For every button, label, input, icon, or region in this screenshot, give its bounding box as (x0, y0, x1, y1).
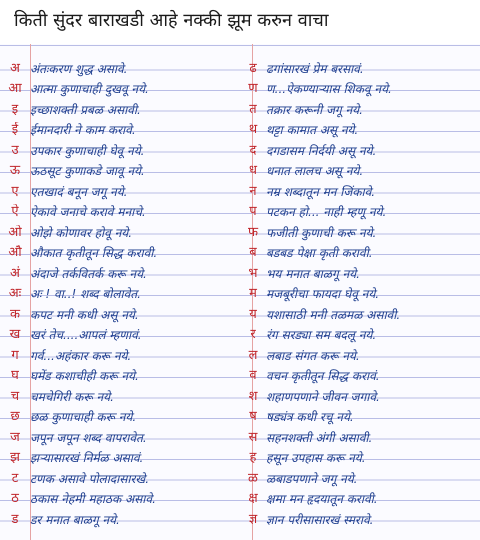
entry-text: यशासाठी मनी तळमळ असावी. (266, 307, 401, 322)
entry-text: हसून उपहास करू नये. (266, 451, 366, 465)
entry-letter: भ (248, 265, 258, 281)
left-entry (0, 307, 240, 325)
entry-letter: आ (8, 81, 22, 96)
right-entry (240, 389, 480, 407)
entry-letter: ह (249, 450, 257, 465)
right-entry (240, 368, 480, 386)
entry-letter: घ (11, 368, 19, 383)
entry-text: तक्रार करूनी जगू नये. (266, 102, 363, 117)
entry-text: ईमानदारी ने काम करावे. (30, 123, 136, 137)
entry-text: टणक असावे पोलादासारखे. (30, 471, 150, 486)
entry-text: फजीती कुणाची करू नये. (266, 225, 377, 240)
entry-letter: इ (11, 101, 19, 117)
entry-letter: ज्ञ (248, 511, 258, 527)
entry-letter: प (249, 204, 257, 219)
left-entry (0, 245, 240, 263)
entry-letter: ट (11, 470, 19, 486)
left-entry (0, 102, 240, 120)
entry-text: गर्व...अहंकार करू नये. (30, 348, 132, 363)
entry-text: झऱ्यासारखं निर्मळ असावं. (30, 451, 144, 465)
right-entry (240, 225, 480, 243)
right-entry (240, 286, 480, 304)
entry-letter: ढ (249, 60, 257, 76)
entry-text: चमचेगिरी करू नये. (30, 389, 114, 404)
list-row (0, 202, 480, 223)
list-row (0, 140, 480, 161)
entry-text: अः ! वा..! शब्द बोलावेत. (30, 287, 141, 301)
entry-letter: औ (8, 245, 22, 260)
entry-letter: त (249, 101, 257, 117)
entry-letter: ए (11, 183, 19, 199)
entry-letter: य (249, 306, 257, 322)
entry-text: ज्ञान परीसासारखं स्मरावे. (266, 512, 374, 527)
right-entry (240, 409, 480, 427)
entry-text: लबाड संगत करू नये. (266, 348, 360, 363)
left-entry (0, 471, 240, 489)
left-entry (0, 143, 240, 161)
right-entry (240, 450, 480, 468)
entry-text: बडबड पेक्षा कृती करावी. (266, 246, 373, 260)
entry-letter: व (249, 368, 257, 383)
entry-text: दगडासम निर्दयी असू नये. (266, 143, 377, 158)
entry-text: ण...ऐकण्याऱ्यास शिकवू नये. (266, 82, 392, 96)
left-entry (0, 491, 240, 509)
entry-letter: अ (10, 60, 20, 76)
entry-letter: क्ष (248, 491, 258, 506)
entry-text: एतखादं बनून जगू नये. (30, 184, 128, 199)
entry-text: सहनशक्ती अंगी असावी. (266, 430, 373, 445)
entry-letter: ळ (248, 470, 258, 486)
entry-text: ओझे कोणावर होवू नये. (30, 225, 133, 240)
entry-text: भय मनात बाळगू नये. (266, 266, 360, 281)
entry-text: मजबूरीचा फायदा घेवू नये. (266, 287, 380, 301)
entry-text: ऐकावे जनाचे करावे मनाचे. (30, 205, 146, 219)
entry-text: शहाणपणाने जीवन जगावे. (266, 389, 380, 404)
entry-text: कपट मनी कधी असू नये. (30, 307, 139, 322)
entry-letter: स (248, 429, 258, 445)
entry-letter: ई (11, 122, 19, 137)
right-entry (240, 81, 480, 99)
post-header (0, 0, 480, 40)
entry-letter: ख (9, 327, 21, 342)
list-row (0, 161, 480, 182)
entry-text: ळबाडपणाने जगू नये. (266, 471, 358, 486)
barakhadi-list (0, 58, 480, 530)
left-entry (0, 81, 240, 99)
list-row (0, 120, 480, 141)
entry-letter: ण (248, 81, 258, 96)
right-entry (240, 512, 480, 530)
right-entry (240, 471, 480, 489)
entry-letter: ठ (11, 491, 19, 506)
list-row (0, 79, 480, 100)
entry-text: षड्यंत्र कधी रचू नये. (266, 410, 354, 424)
list-row (0, 468, 480, 489)
entry-letter: च (10, 388, 20, 404)
left-entry (0, 184, 240, 202)
entry-letter: न (249, 183, 257, 199)
entry-letter: ध (249, 163, 257, 178)
right-entry (240, 102, 480, 120)
entry-letter: ऊ (9, 163, 21, 178)
entry-text: अंतःकरण शुद्ध असावे. (30, 61, 128, 76)
entry-letter: ड (11, 511, 19, 527)
list-row (0, 99, 480, 120)
list-row (0, 366, 480, 387)
entry-letter: अं (10, 265, 20, 281)
left-entry (0, 327, 240, 345)
list-row (0, 489, 480, 510)
left-entry (0, 163, 240, 181)
list-row (0, 407, 480, 428)
right-entry (240, 143, 480, 161)
entry-letter: उ (11, 142, 19, 158)
left-entry (0, 409, 240, 427)
left-entry (0, 286, 240, 304)
list-row (0, 304, 480, 325)
entry-letter: ब (249, 245, 257, 260)
entry-text: अंदाजे तर्कवितर्क करू नये. (30, 266, 147, 281)
entry-letter: ज (10, 429, 20, 445)
entry-letter: द (249, 142, 257, 158)
post-title: किती सुंदर बाराखडी आहे नक्की झूम करुन वाचा (14, 10, 329, 31)
entry-text: धनात लालच असू नये. (266, 164, 364, 178)
notebook-page (0, 44, 480, 540)
entry-letter: म (249, 286, 257, 301)
entry-letter: फ (247, 224, 259, 240)
left-entry (0, 430, 240, 448)
entry-text: नम्र शब्दातून मन जिंकावे. (266, 184, 376, 199)
list-row (0, 58, 480, 79)
left-entry (0, 450, 240, 468)
list-row (0, 325, 480, 346)
list-row (0, 263, 480, 284)
entry-letter: ष (249, 409, 257, 424)
entry-text: जपून जपून शब्द वापरावेत. (30, 430, 147, 445)
entry-letter: र (250, 327, 256, 342)
entry-text: पटकन हो... नाही म्हणू नये. (266, 205, 387, 219)
entry-text: वचन कृतीतून सिद्ध करावं. (266, 369, 380, 383)
entry-letter: ल (248, 347, 258, 363)
entry-text: ऊठसूट कुणाकडे जावू नये. (30, 164, 145, 178)
entry-letter: अः (8, 286, 22, 301)
entry-text: डर मनात बाळगू नये. (30, 512, 120, 527)
left-entry (0, 368, 240, 386)
entry-letter: श (248, 388, 258, 404)
list-row (0, 181, 480, 202)
entry-letter: झ (10, 450, 20, 465)
list-row (0, 386, 480, 407)
entry-text: क्षमा मन हृदयातून करावी. (266, 492, 378, 506)
entry-letter: क (10, 306, 20, 322)
right-entry (240, 266, 480, 284)
right-entry (240, 204, 480, 222)
entry-letter: छ (10, 409, 20, 424)
right-entry (240, 61, 480, 79)
list-row (0, 222, 480, 243)
entry-text: इच्छाशक्ती प्रबळ असावी. (30, 102, 141, 117)
entry-text: छळ कुणाचाही करू नये. (30, 410, 137, 424)
entry-text: घमेंड कशाचीही करू नये. (30, 369, 139, 383)
entry-text: रंग सरड्या सम बदलू नये. (266, 328, 377, 342)
left-entry (0, 204, 240, 222)
left-entry (0, 348, 240, 366)
entry-text: औकात कृतीतून सिद्ध करावी. (30, 246, 158, 260)
entry-text: ठकास नेहमी महाठक असावे. (30, 492, 156, 506)
left-entry (0, 512, 240, 530)
right-entry (240, 245, 480, 263)
entry-text: खरं तेच....आपलं म्हणावं. (30, 328, 142, 342)
left-entry (0, 225, 240, 243)
list-row (0, 284, 480, 305)
right-entry (240, 184, 480, 202)
entry-letter: थ (248, 122, 258, 137)
right-entry (240, 491, 480, 509)
entry-text: उपकार कुणाचाही घेवू नये. (30, 143, 145, 158)
right-entry (240, 430, 480, 448)
left-entry (0, 266, 240, 284)
left-entry (0, 61, 240, 79)
right-entry (240, 348, 480, 366)
entry-letter: ऐ (11, 204, 19, 219)
entry-letter: ओ (8, 224, 22, 240)
right-entry (240, 307, 480, 325)
list-row (0, 427, 480, 448)
list-row (0, 243, 480, 264)
left-entry (0, 122, 240, 140)
list-row (0, 345, 480, 366)
right-entry (240, 163, 480, 181)
entry-text: ढगांसारखं प्रेम बरसावं. (266, 61, 364, 76)
right-entry (240, 327, 480, 345)
entry-letter: ग (11, 347, 19, 363)
list-row (0, 448, 480, 469)
list-row (0, 509, 480, 530)
entry-text: आत्मा कुणाचाही दुखवू नये. (30, 82, 149, 96)
entry-text: थट्टा कामात असू नये. (266, 123, 359, 137)
left-entry (0, 389, 240, 407)
right-entry (240, 122, 480, 140)
